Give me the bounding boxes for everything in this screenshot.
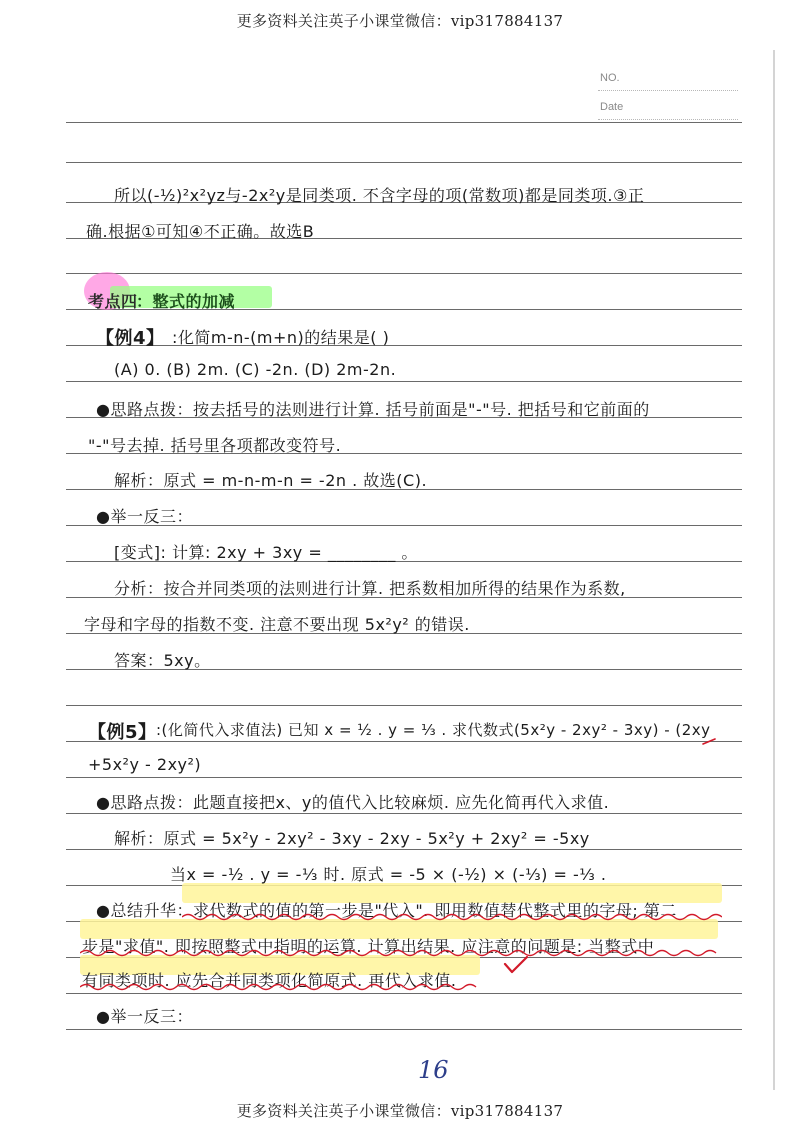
red-check-icon — [503, 955, 529, 975]
example-4-label: 【例4】 — [96, 328, 165, 349]
ruled-line — [66, 122, 742, 123]
watermark-top: 更多资料关注英子小课堂微信：vip317884137 — [236, 12, 564, 30]
ruled-line — [66, 273, 742, 274]
variant-analysis-2: 字母和字母的指数不变. 注意不要出现 5x²y² 的错误. — [84, 615, 470, 634]
variant-question: [变式]: 计算: 2xy + 3xy = ________ 。 — [114, 543, 418, 562]
example-5-question-1: :(化简代入求值法) 已知 x = ½ . y = ⅓ . 求代数式(5x²y - 2xy² - 3xy) - (2xy — [156, 721, 711, 739]
ruled-line — [66, 705, 742, 706]
no-field-line — [598, 90, 738, 91]
no-label: NO. — [600, 72, 620, 84]
red-wavy-underline — [80, 982, 480, 992]
summary-line-2: 步是"求值". 即按照整式中指明的运算. 计算出结果. 应注意的问题是: 当整式中 — [82, 937, 655, 956]
ruled-line — [66, 1029, 742, 1030]
example-5-more: ●举一反三： — [96, 1007, 193, 1026]
example-4-hint-1: ●思路点拨：按去括号的法则进行计算. 括号前面是"-"号. 把括号和它前面的 — [96, 400, 650, 419]
example-4-solution: 解析：原式 = m-n-m-n = -2n . 故选(C). — [114, 471, 428, 490]
example-4-question: :化简m-n-(m+n)的结果是( ) — [172, 328, 390, 347]
summary-line-1: ●总结升华：求代数式的值的第一步是"代入". 即用数值替代整式里的字母; 第二 — [96, 901, 677, 920]
ruled-line — [66, 813, 742, 814]
example-5-solution-2: 当x = -½ . y = -⅓ 时. 原式 = -5 × (-½) × (-⅓) = -⅓ . — [170, 865, 607, 884]
example-4-hint-2: "-"号去掉. 括号里各项都改变符号. — [88, 436, 342, 455]
example-5-question-2: +5x²y - 2xy²) — [88, 755, 202, 774]
section-title: ：整式的加减 — [136, 292, 236, 311]
example-5-solution-1: 解析：原式 = 5x²y - 2xy² - 3xy - 2xy - 5x²y + 2xy² = -5xy — [114, 829, 590, 848]
example-5-hint: ●思路点拨：此题直接把x、y的值代入比较麻烦. 应先化简再代入求值. — [96, 793, 610, 812]
page-number: 16 — [418, 1056, 449, 1084]
example-4-options: (A) 0. (B) 2m. (C) -2n. (D) 2m-2n. — [114, 360, 397, 379]
page-edge — [773, 50, 775, 1090]
section-title-prefix: 考点四 — [88, 292, 138, 311]
red-wavy-underline — [80, 948, 720, 958]
example-5-label: 【例5】 — [88, 722, 157, 743]
variant-answer: 答案：5xy。 — [114, 651, 211, 670]
date-label: Date — [600, 101, 624, 113]
date-field-line — [598, 119, 738, 120]
text-line-1: 所以(-½)²x²yz与-2x²y是同类项. 不含字母的项(常数项)都是同类项.③正 — [114, 186, 645, 205]
ruled-line — [66, 381, 742, 382]
ruled-line — [66, 345, 742, 346]
summary-line-3: 有同类项时. 应先合并同类项化简原式. 再代入求值. — [82, 971, 457, 990]
variant-analysis-1: 分析：按合并同类项的法则进行计算. 把系数相加所得的结果作为系数, — [114, 579, 626, 598]
ruled-line — [66, 162, 742, 163]
watermark-bottom: 更多资料关注英子小课堂微信：vip317884137 — [236, 1102, 564, 1120]
ruled-line — [66, 777, 742, 778]
ruled-line — [66, 741, 742, 742]
ruled-line — [66, 849, 742, 850]
red-tick-mark-icon — [702, 738, 716, 746]
ruled-line — [66, 993, 742, 994]
example-4-more: ●举一反三： — [96, 507, 193, 526]
red-wavy-underline — [182, 912, 722, 922]
text-line-2: 确.根据①可知④不正确。故选B — [86, 222, 315, 241]
